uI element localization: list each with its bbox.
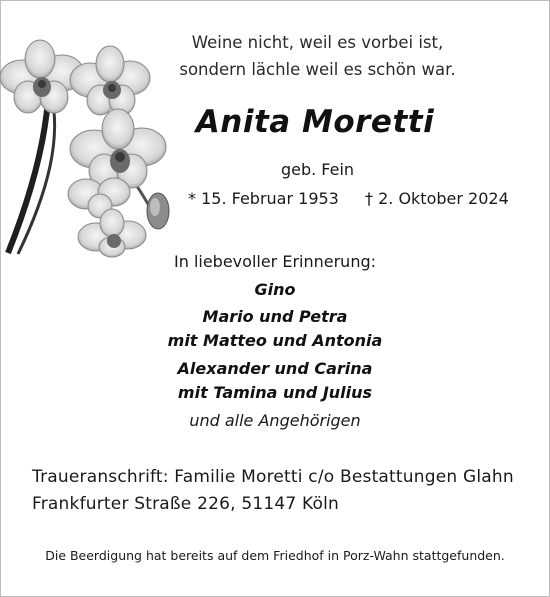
mourner-line: Mario und Petra [202,307,348,326]
death-date: † 2. Oktober 2024 [365,189,509,208]
birth-name: geb. Fein [280,160,355,179]
birth-date: * 15. Februar 1953 [188,189,339,208]
quote-line-2: sondern lächle weil es schön war. [179,60,456,79]
mourner-line: Alexander und Carina [177,359,373,378]
funeral-note: Die Beerdigung hat bereits auf dem Friedhof in Porz-Wahn stattgefunden. [45,548,505,563]
mourner-line: Gino [254,280,296,299]
quote-line-1: Weine nicht, weil es vorbei ist, [191,33,444,52]
mourners-intro: In liebevoller Erinnerung: [174,252,376,271]
deceased-name: Anita Moretti [195,104,435,140]
mourners-others: und alle Angehörigen [189,411,361,430]
address-line-2: Frankfurter Straße 226, 51147 Köln [32,494,340,514]
mourner-line: mit Tamina und Julius [177,383,373,402]
mourner-line: mit Matteo und Antonia [167,331,383,350]
address-line-1: Traueranschrift: Familie Moretti c/o Bestattungen Glahn [32,467,514,487]
